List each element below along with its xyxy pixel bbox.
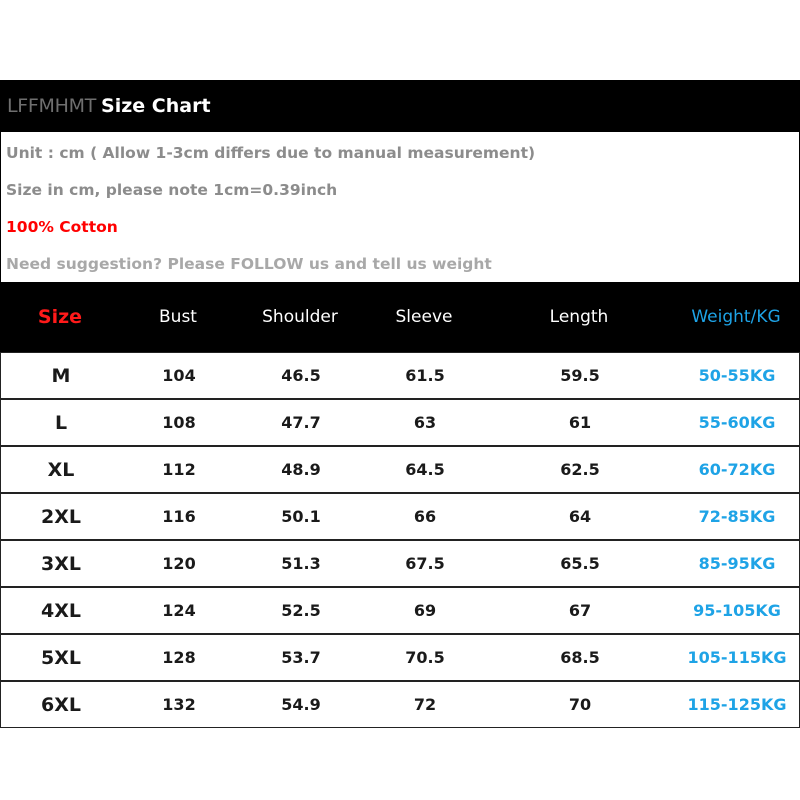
- length-cell: 70: [568, 695, 592, 714]
- sleeve-cell: 67.5: [405, 554, 445, 573]
- weight-cell: 95-105KG: [693, 601, 781, 620]
- brand-name: LFFMHMT: [7, 95, 97, 117]
- sleeve-cell: 63: [413, 413, 437, 432]
- bust-cell: 112: [162, 460, 196, 479]
- header-weight: Weight/KG: [691, 307, 781, 327]
- chart-title: Size Chart: [101, 95, 211, 117]
- length-cell: 67: [568, 601, 592, 620]
- weight-cell: 115-125KG: [687, 695, 787, 714]
- suggestion-note: Need suggestion? Please FOLLOW us and tell us weight: [6, 255, 492, 273]
- bust-cell: 116: [162, 507, 196, 526]
- size-chart: [0, 80, 800, 720]
- weight-cell: 55-60KG: [698, 413, 776, 432]
- header-shoulder: Shoulder: [262, 307, 338, 327]
- sleeve-cell: 69: [413, 601, 437, 620]
- length-cell: 65.5: [560, 554, 600, 573]
- size-cell: M: [51, 364, 71, 387]
- conversion-note: Size in cm, please note 1cm=0.39inch: [6, 181, 338, 199]
- weight-cell: 85-95KG: [698, 554, 776, 573]
- table-row: [0, 540, 800, 587]
- shoulder-cell: 46.5: [281, 366, 321, 385]
- table-row: [0, 587, 800, 634]
- weight-cell: 50-55KG: [698, 366, 776, 385]
- size-cell: 3XL: [41, 552, 81, 575]
- header-sleeve: Sleeve: [395, 307, 453, 327]
- weight-cell: 105-115KG: [687, 648, 787, 667]
- shoulder-cell: 51.3: [281, 554, 321, 573]
- bust-cell: 120: [162, 554, 196, 573]
- size-cell: 4XL: [41, 599, 81, 622]
- shoulder-cell: 53.7: [281, 648, 321, 667]
- title-bar: [0, 80, 800, 132]
- weight-cell: 72-85KG: [698, 507, 776, 526]
- sleeve-cell: 70.5: [405, 648, 445, 667]
- shoulder-cell: 47.7: [281, 413, 321, 432]
- header-length: Length: [549, 307, 609, 327]
- length-cell: 61: [568, 413, 592, 432]
- material-note: 100% Cotton: [6, 218, 118, 236]
- sleeve-cell: 61.5: [405, 366, 445, 385]
- table-header: [0, 282, 800, 352]
- unit-note: Unit : cm ( Allow 1-3cm differs due to manual measurement): [6, 144, 536, 162]
- header-size: Size: [37, 306, 83, 328]
- length-cell: 68.5: [560, 648, 600, 667]
- bust-cell: 128: [162, 648, 196, 667]
- size-cell: L: [54, 411, 68, 434]
- table-row: [0, 634, 800, 681]
- shoulder-cell: 48.9: [281, 460, 321, 479]
- table-row: [0, 446, 800, 493]
- length-cell: 59.5: [560, 366, 600, 385]
- sleeve-cell: 66: [413, 507, 437, 526]
- shoulder-cell: 52.5: [281, 601, 321, 620]
- table-row: [0, 352, 800, 399]
- size-cell: 2XL: [41, 505, 81, 528]
- weight-cell: 60-72KG: [698, 460, 776, 479]
- size-cell: 6XL: [41, 693, 81, 716]
- length-cell: 64: [568, 507, 592, 526]
- bust-cell: 104: [162, 366, 196, 385]
- header-bust: Bust: [159, 307, 197, 327]
- bust-cell: 108: [162, 413, 196, 432]
- size-cell: XL: [47, 458, 75, 481]
- shoulder-cell: 54.9: [281, 695, 321, 714]
- length-cell: 62.5: [560, 460, 600, 479]
- bust-cell: 132: [162, 695, 196, 714]
- table-row: [0, 399, 800, 446]
- table-row: [0, 493, 800, 540]
- notes-section: [0, 132, 800, 282]
- bust-cell: 124: [162, 601, 196, 620]
- size-cell: 5XL: [41, 646, 81, 669]
- sleeve-cell: 72: [413, 695, 437, 714]
- shoulder-cell: 50.1: [281, 507, 321, 526]
- sleeve-cell: 64.5: [405, 460, 445, 479]
- table-row: [0, 681, 800, 728]
